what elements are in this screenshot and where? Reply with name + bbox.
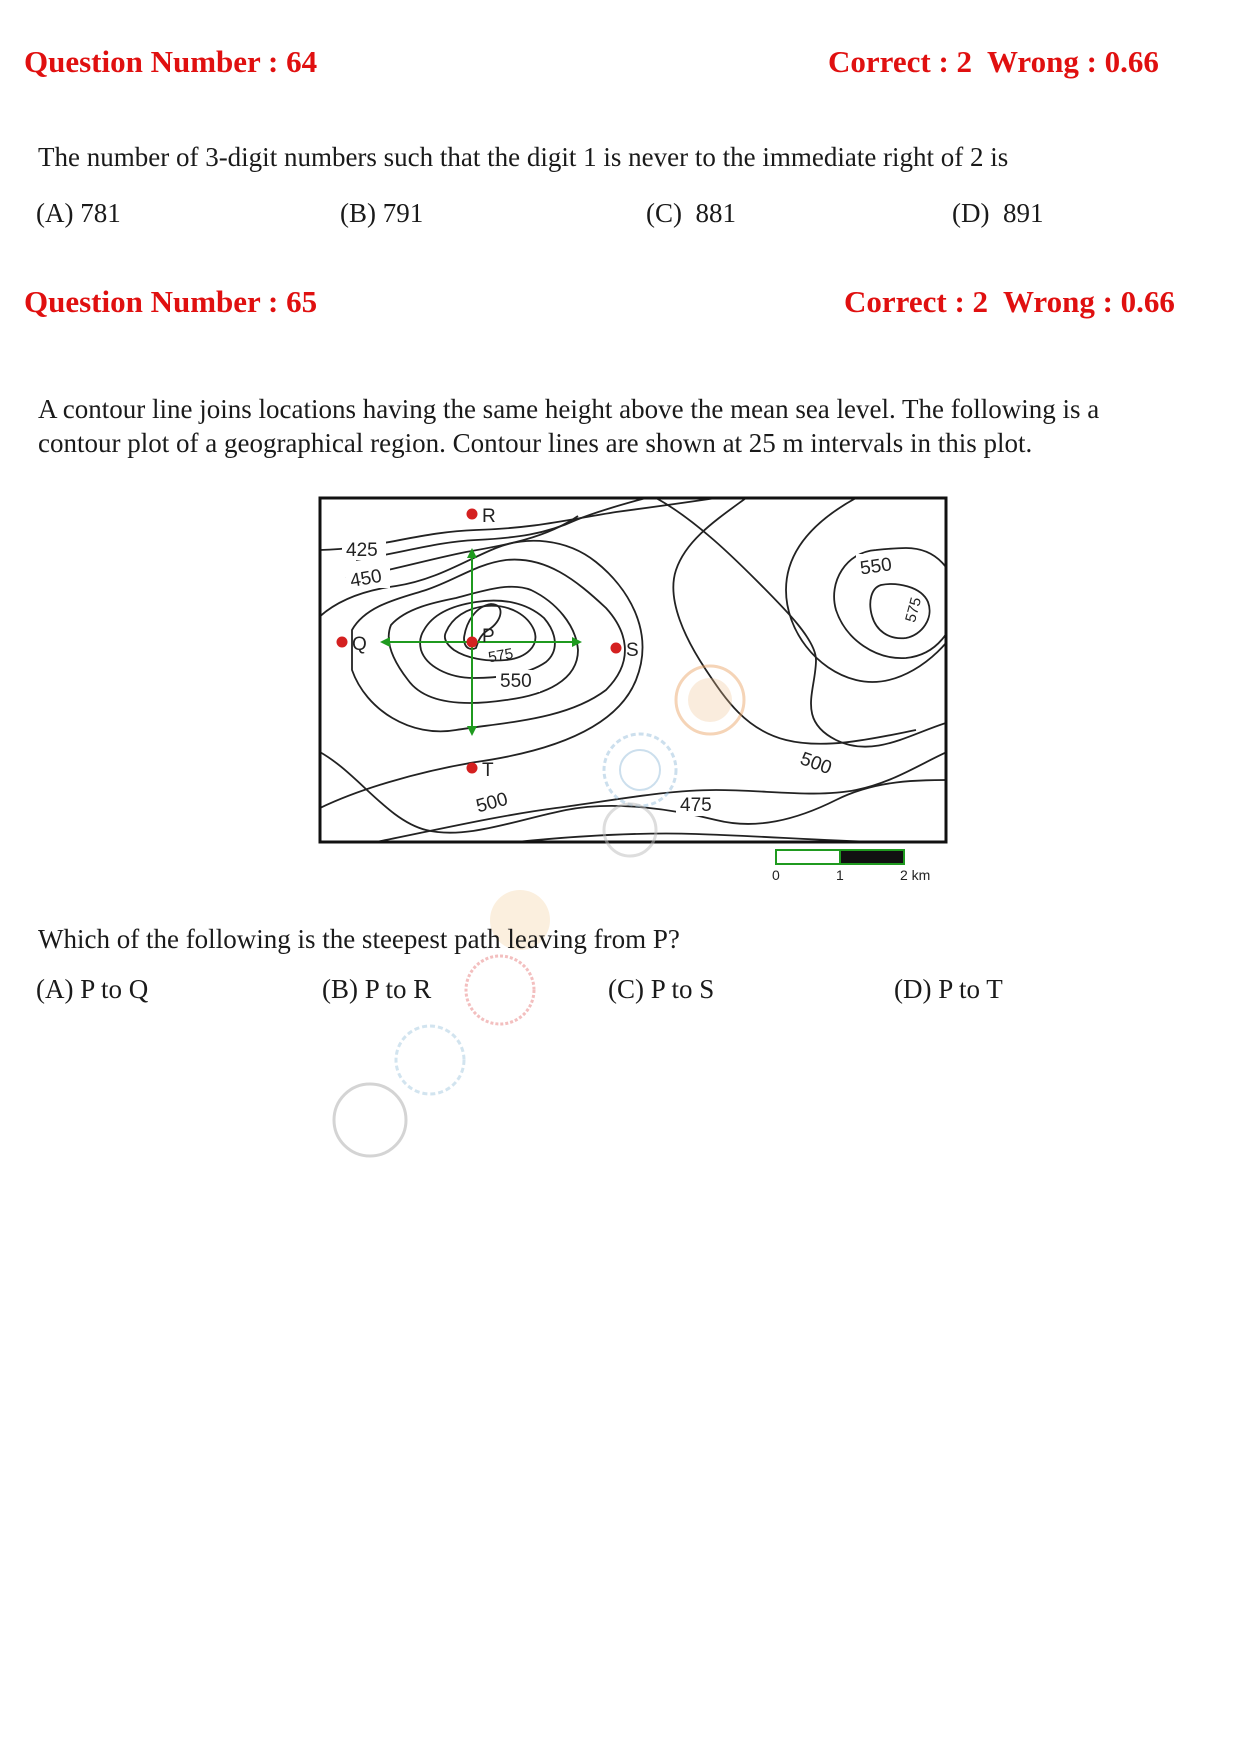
contour-label-475: 475 — [680, 795, 712, 816]
q65-question-2: Which of the following is the steepest path leaving from P? — [38, 924, 680, 954]
point-t — [467, 763, 478, 774]
seal-icon — [466, 956, 534, 1024]
point-p — [467, 637, 478, 648]
point-r-label: R — [482, 506, 496, 527]
point-s — [611, 643, 622, 654]
seal-icon — [604, 804, 656, 856]
q64-option-c[interactable]: (C) 881 — [646, 198, 736, 228]
gear-seal-icon — [604, 734, 676, 806]
q64-number: Question Number : 64 — [24, 44, 318, 79]
gear-seal-icon — [620, 750, 660, 790]
direction-arrows — [382, 550, 580, 734]
seal-icon — [688, 678, 732, 722]
q65-question-line1: A contour line joins locations having the same height above the mean sea level. The following is a — [38, 394, 1100, 424]
q64-question: The number of 3-digit numbers such that the digit 1 is never to the immediate right of 2 is — [38, 142, 1009, 172]
point-q-label: Q — [352, 634, 367, 655]
contour-label-550-right: 550 — [858, 554, 894, 580]
q65-marks: Correct : 2 Wrong : 0.66 — [844, 284, 1175, 319]
q64-marks: Correct : 2 Wrong : 0.66 — [828, 44, 1159, 79]
point-p-label: P — [482, 626, 495, 647]
point-s-label: S — [626, 640, 639, 661]
point-t-label: T — [482, 760, 494, 781]
point-q — [337, 637, 348, 648]
seal-icon — [334, 1084, 406, 1156]
q64-option-b[interactable]: (B) 791 — [340, 198, 424, 228]
q65-option-d[interactable]: (D) P to T — [894, 974, 1003, 1004]
q65-option-c[interactable]: (C) P to S — [608, 974, 715, 1004]
scale-label-1: 1 — [836, 867, 844, 880]
scale-segment-2 — [840, 850, 904, 864]
q64-header — [24, 44, 1240, 84]
contour-label-425: 425 — [346, 540, 378, 561]
gear-seal-icon — [396, 1026, 464, 1094]
scale-label-0: 0 — [772, 867, 780, 880]
q65-question-line2: contour plot of a geographical region. Contour lines are shown at 25 m intervals in this plot. — [38, 428, 1033, 458]
scale-label-2km: 2 km — [900, 867, 931, 880]
contour-label-500-right: 500 — [797, 748, 835, 780]
contour-line — [786, 498, 956, 682]
q64-option-a[interactable]: (A) 781 — [36, 198, 121, 228]
point-r — [467, 509, 478, 520]
scale-segment-1 — [776, 850, 840, 864]
q65-option-b[interactable]: (B) P to R — [322, 974, 432, 1004]
contour-label-575-right: 575 — [902, 595, 926, 625]
q65-number: Question Number : 65 — [24, 284, 318, 319]
contour-label-450: 450 — [348, 565, 384, 592]
q65-header — [24, 284, 1240, 324]
scale-bar — [772, 850, 930, 880]
contour-label-500: 500 — [474, 788, 511, 818]
contour-label-550: 550 — [500, 671, 532, 692]
q65-option-a[interactable]: (A) P to Q — [36, 974, 149, 1004]
watermark-seals — [600, 660, 760, 860]
q64-option-d[interactable]: (D) 891 — [952, 198, 1044, 228]
contour-label-575: 575 — [486, 645, 515, 667]
